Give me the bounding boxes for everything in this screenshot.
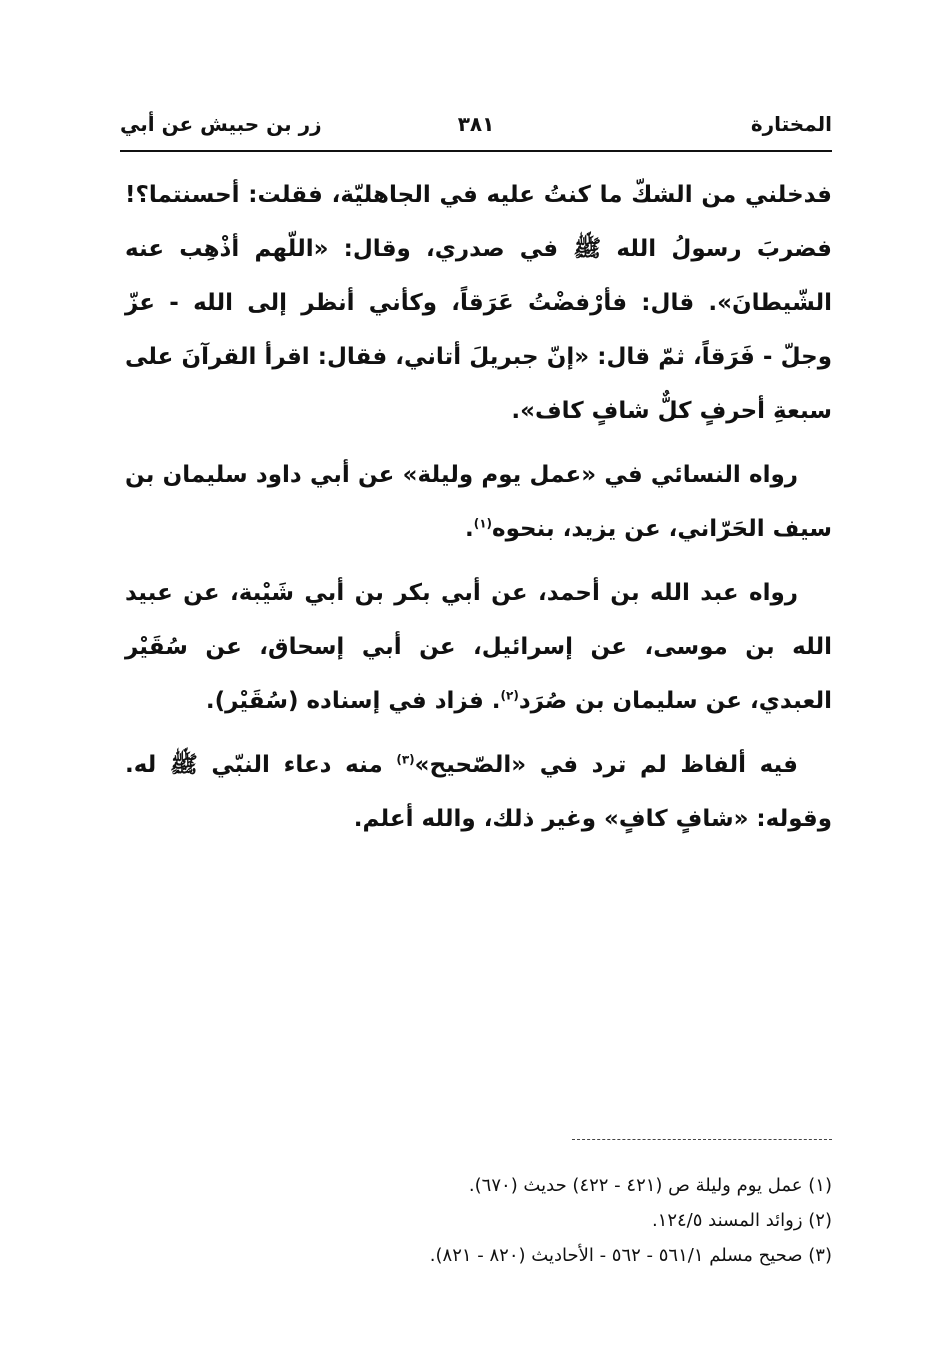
footnotes: [125, 1168, 832, 1273]
page-number: ٣٨١: [457, 112, 495, 136]
footnote-reference: (٣): [396, 752, 415, 767]
paragraph-text: رواه النسائي في «عمل يوم وليلة» عن أبي داود سليمان بن سيف الحَرّاني، عن يزيد، بنحوه: [125, 462, 832, 542]
footnote: (٣) صحيح مسلم ٥٦١/١ - ٥٦٢ - الأحاديث (٨٢٠ - ٨٢١).: [429, 1245, 832, 1266]
main-text: [125, 168, 832, 846]
paragraph-tail: منه دعاء النبّي ﷺ له. وقوله: «شافٍ كافٍ» وغير ذلك، والله أعلم.: [125, 752, 832, 832]
footnote: (١) عمل يوم وليلة ص (٤٢١ - ٤٢٢) حديث (٦٧٠).: [468, 1175, 832, 1196]
footnote-divider: [572, 1139, 832, 1140]
paragraph-text: فدخلني من الشكّ ما كنتُ عليه في الجاهليّة، فقلت: أحسنتما؟! فضربَ رسولُ الله ﷺ في صدري، وقال: «اللّهم أذْهِب عنه الشّيطانَ». قال: فأرْفضْتُ عَرَقاً، وكأني أنظر إلى الله - عزّ وجلّ - فَرَقاً، ثمّ قال: «إنّ جبريلَ أتاني، فقال: اقرأ القرآنَ على سبعةِ أحرفٍ كلٌّ شافٍ كاف».: [125, 182, 832, 424]
paragraph-text: فيه ألفاظ لم ترد في «الصّحيح»: [414, 752, 798, 778]
book-title: المختارة: [750, 112, 832, 136]
footnote-reference: (٢): [500, 688, 519, 703]
footnote: (٢) زوائد المسند ١٢٤/٥.: [651, 1210, 832, 1231]
hadith-paragraph: [125, 168, 832, 438]
commentary-paragraph: [125, 738, 832, 846]
narration-paragraph: [125, 448, 832, 556]
header-divider: [120, 150, 832, 152]
narration-paragraph: [125, 566, 832, 728]
paragraph-tail: .: [464, 516, 474, 542]
footnote-reference: (١): [473, 516, 493, 531]
chapter-title: زر بن حبيش عن أبي: [120, 112, 322, 136]
paragraph-tail: . فزاد في إسناده (سُقَيْر).: [205, 688, 501, 714]
running-header: [120, 112, 832, 148]
paragraph-text: رواه عبد الله بن أحمد، عن أبي بكر بن أبي شَيْبة، عن عبيد الله بن موسى، عن إسرائيل، عن أبي إسحاق، عن سُقَيْر العبدي، عن سليمان بن صُرَد: [125, 580, 832, 714]
